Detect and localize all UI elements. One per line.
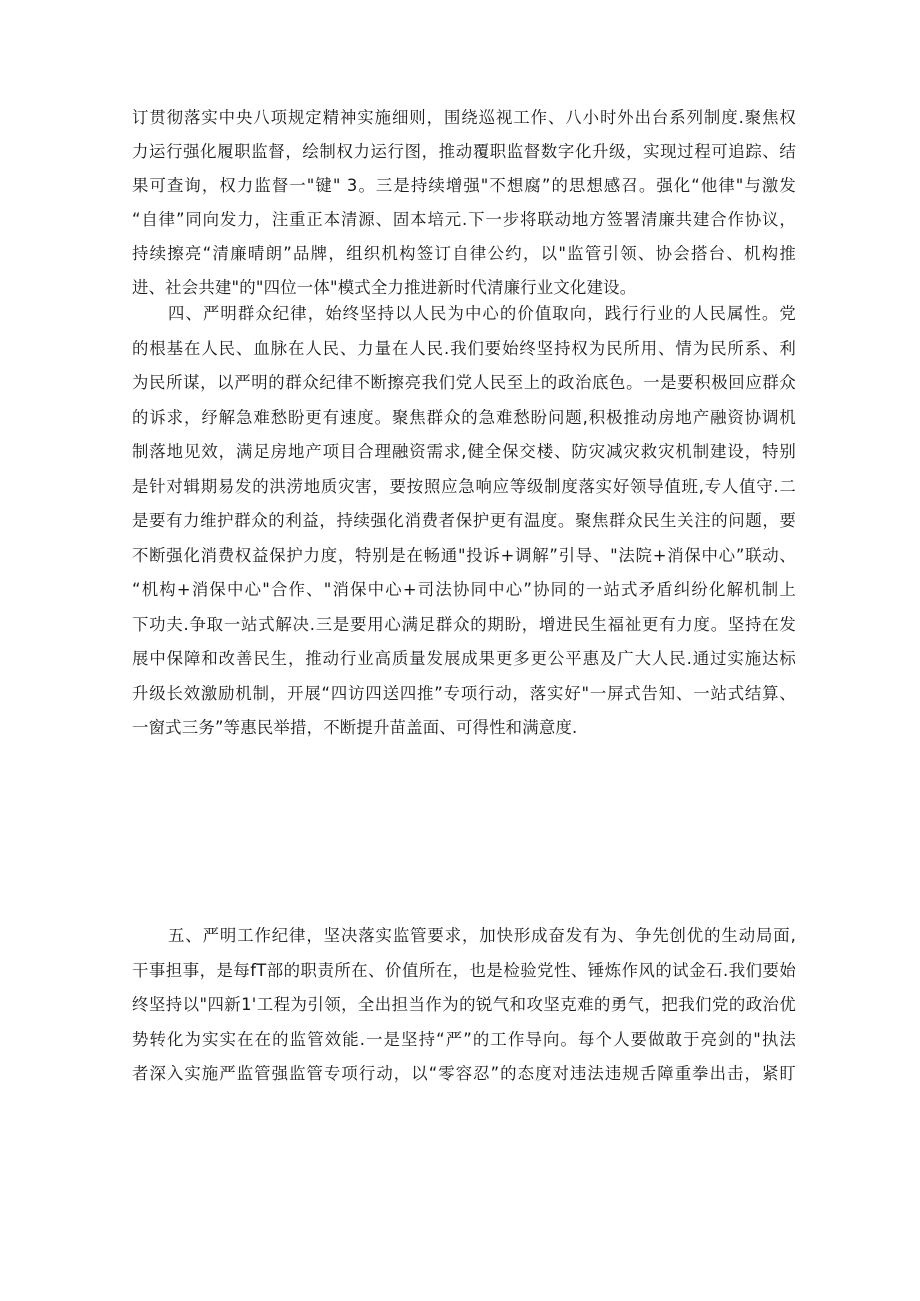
text-line: 订贯彻落实中央八项规定精神实施细则，围绕巡视工作、八小时外出台系列制度.聚焦权 <box>132 108 796 127</box>
text-line: 进、社会共建"的"四位一体"模式全力推进新时代清廉行业文化建设。 <box>132 278 637 297</box>
text-line: 势转化为实实在在的监管效能.一是坚持“严”的工作导向。每个人要做敢于亮剑的"执法 <box>132 1029 796 1049</box>
text-line: 是要有力维护群众的利益，持续强化消费者保护更有温度。聚焦群众民生关注的问题，要 <box>132 511 796 530</box>
text-line: 终坚持以"四新1'工程为引领，全出担当作为的锐气和攻坚克难的勇气，把我们党的政治优 <box>132 995 796 1014</box>
text-line: 持续擦亮“清廉晴朗”品牌，组织机构签订自律公约，以"监管引领、协会搭台、机构推 <box>132 244 796 263</box>
text-line: 制落地见效，满足房地产项目合理融资需求,健全保交楼、防灾减灾救灾机制建设，特别 <box>132 442 796 461</box>
text-line: 为民所谋，以严明的群众纪律不断擦亮我们党人民至上的政治底色。一是要积极回应群众 <box>132 373 796 392</box>
text-line: 力运行强化履职监督，绘制权力运行图，推动覆职监督数字化升级，实现过程可追踪、结 <box>132 142 796 161</box>
text-line: 升级长效激励机制，开展“四访四送四推”专项行动，落实好"一屏式告知、一站式结算、 <box>132 683 796 703</box>
paragraph-work-discipline <box>132 919 796 1092</box>
paragraph-mass-discipline <box>132 297 796 746</box>
text-line: 的诉求，纾解急难愁盼更有速度。聚焦群众的急难愁盼问题,积极推动房地产融资协调机 <box>132 407 796 427</box>
text-line: 果可查询，权力监督一"键" 3。三是持续增强"不想腐”的思想感召。强化“他律"与激发 <box>132 176 796 195</box>
text-line: 的根基在人民、血脉在人民、力量在人民.我们要始终坚持权为民所用、情为民所系、利 <box>132 338 796 358</box>
paragraph-clean-culture <box>132 101 796 305</box>
text-line: “自律”同向发力，注重正本清源、固本培元.下一步将联动地方签署清廉共建合作协议， <box>132 210 796 229</box>
section-heading-line: 五、严明工作纪律，坚决落实监管要求，加快形成奋发有为、争先创优的生动局面, <box>168 926 796 945</box>
text-line: 不断强化消费权益保护力度，特别是在畅通"投诉+调解”引导、"法院+消保中心”联动、 <box>132 545 796 565</box>
text-line: 一窗式三务”等惠民举措，不断提升苗盖面、可得性和满意度. <box>132 718 578 737</box>
text-line: 干事担事，是每fT部的职责所在、价值所在，也是检验党性、锤炼作风的试金石.我们要始 <box>132 960 796 980</box>
text-line: 展中保障和改善民生，推动行业高质量发展成果更多更公平惠及广大人民.通过实施达标 <box>132 649 796 668</box>
section-heading-line: 四、严明群众纪律，始终坚持以人民为中心的价值取向，践行行业的人民属性。党 <box>168 304 796 323</box>
text-line: 是针对辑期易发的洪涝地质灾害，要按照应急响应等级制度落实好领导值班,专人值守.二 <box>132 476 796 496</box>
text-line: “机构+消保中心"合作、"消保中心+司法协同中心”协同的一站式矛盾纠纷化解机制上 <box>132 580 796 599</box>
text-line: 下功夫.争取一站式解决.三是要用心满足群众的期盼，增进民生福祉更有力度。坚持在发 <box>132 614 796 634</box>
text-line: 者深入实施严监管强监管专项行动，以“零容忍”的态度对违法违规舌障重拳出击，紧盯 <box>132 1064 796 1083</box>
